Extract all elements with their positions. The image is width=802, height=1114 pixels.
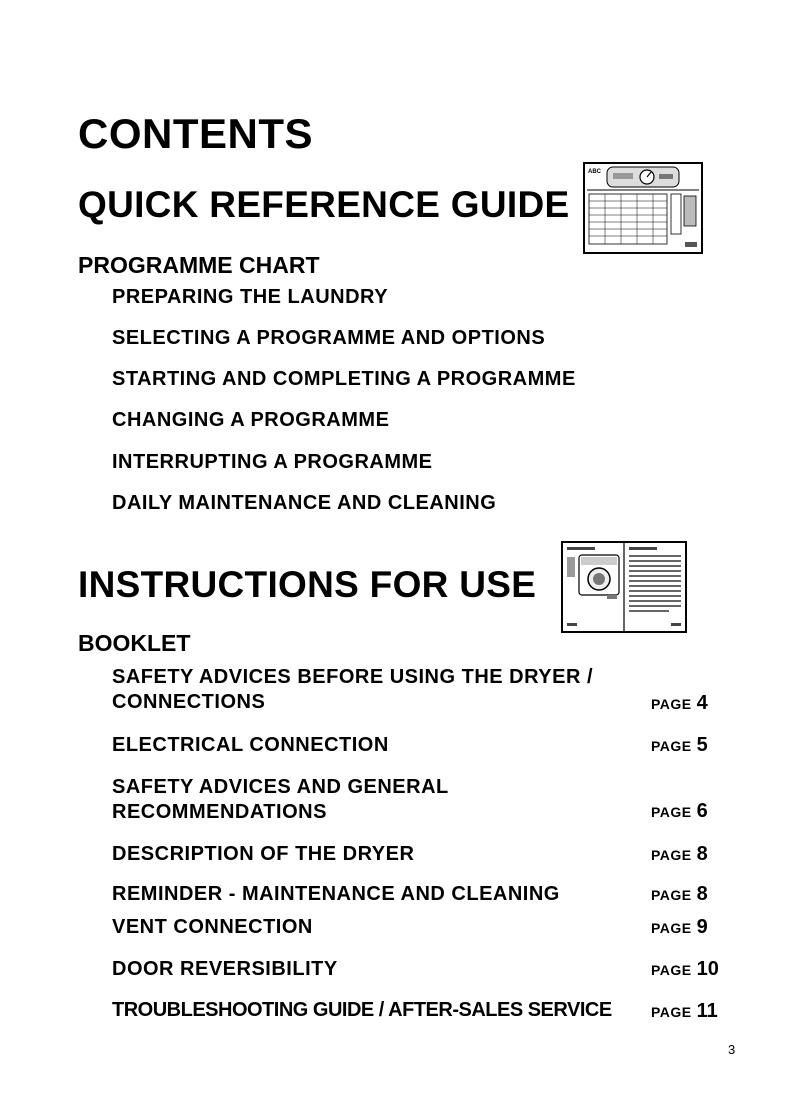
toc-item: INTERRUPTING A PROGRAMME — [112, 451, 433, 473]
page-label: PAGE — [651, 962, 692, 978]
toc-entry-page — [651, 843, 708, 866]
page-number: 5 — [696, 734, 708, 756]
toc-entry-page — [651, 734, 708, 757]
programme-chart-thumbnail — [583, 162, 703, 254]
booklet-illustration — [563, 543, 685, 631]
page-label: PAGE — [651, 696, 692, 712]
toc-entry-title: TROUBLESHOOTING GUIDE / AFTER-SALES SERVICE — [112, 999, 612, 1021]
toc-item: CHANGING A PROGRAMME — [112, 409, 390, 431]
instructions-heading: INSTRUCTIONS FOR USE — [78, 564, 537, 605]
page-title: CONTENTS — [78, 110, 313, 157]
page-label: PAGE — [651, 738, 692, 754]
page-label: PAGE — [651, 847, 692, 863]
page-number: 10 — [696, 958, 719, 980]
page-label: PAGE — [651, 887, 692, 903]
page-number: 8 — [696, 843, 708, 865]
toc-entry-title: VENT CONNECTION — [112, 916, 313, 938]
toc-item: SELECTING A PROGRAMME AND OPTIONS — [112, 327, 546, 349]
thumb-label: ABC — [588, 169, 601, 175]
page-label: PAGE — [651, 920, 692, 936]
toc-entry-page — [651, 916, 708, 939]
toc-item: DAILY MAINTENANCE AND CLEANING — [112, 492, 497, 514]
page-number: 4 — [696, 692, 708, 714]
toc-entry-title: ELECTRICAL CONNECTION — [112, 734, 389, 756]
toc-item: PREPARING THE LAUNDRY — [112, 286, 389, 308]
toc-item: STARTING AND COMPLETING A PROGRAMME — [112, 368, 576, 390]
booklet-thumbnail — [561, 541, 687, 633]
toc-entry-page — [651, 1000, 718, 1023]
toc-entry-page — [651, 692, 708, 715]
toc-entry-page — [651, 958, 719, 981]
toc-entry-title: RECOMMENDATIONS — [112, 801, 327, 823]
programme-chart-illustration — [585, 164, 701, 252]
page-label: PAGE — [651, 804, 692, 820]
page-label: PAGE — [651, 1004, 692, 1020]
toc-entry-title: DESCRIPTION OF THE DRYER — [112, 843, 415, 865]
page-number-footer: 3 — [728, 1042, 736, 1057]
booklet-heading: BOOKLET — [78, 630, 191, 656]
programme-chart-heading: PROGRAMME CHART — [78, 252, 320, 278]
page-number: 9 — [696, 916, 708, 938]
toc-entry-title: SAFETY ADVICES BEFORE USING THE DRYER / — [112, 666, 594, 688]
quick-reference-heading: QUICK REFERENCE GUIDE — [78, 184, 570, 225]
page-number: 11 — [696, 1000, 718, 1022]
toc-entry-title: REMINDER - MAINTENANCE AND CLEANING — [112, 883, 560, 905]
toc-entry-title: DOOR REVERSIBILITY — [112, 958, 338, 980]
page-number: 8 — [696, 883, 708, 905]
page-number: 6 — [696, 800, 708, 822]
toc-entry-title: CONNECTIONS — [112, 691, 266, 713]
toc-entry-title: SAFETY ADVICES AND GENERAL — [112, 776, 449, 798]
toc-entry-page — [651, 883, 708, 906]
toc-entry-page — [651, 800, 708, 823]
